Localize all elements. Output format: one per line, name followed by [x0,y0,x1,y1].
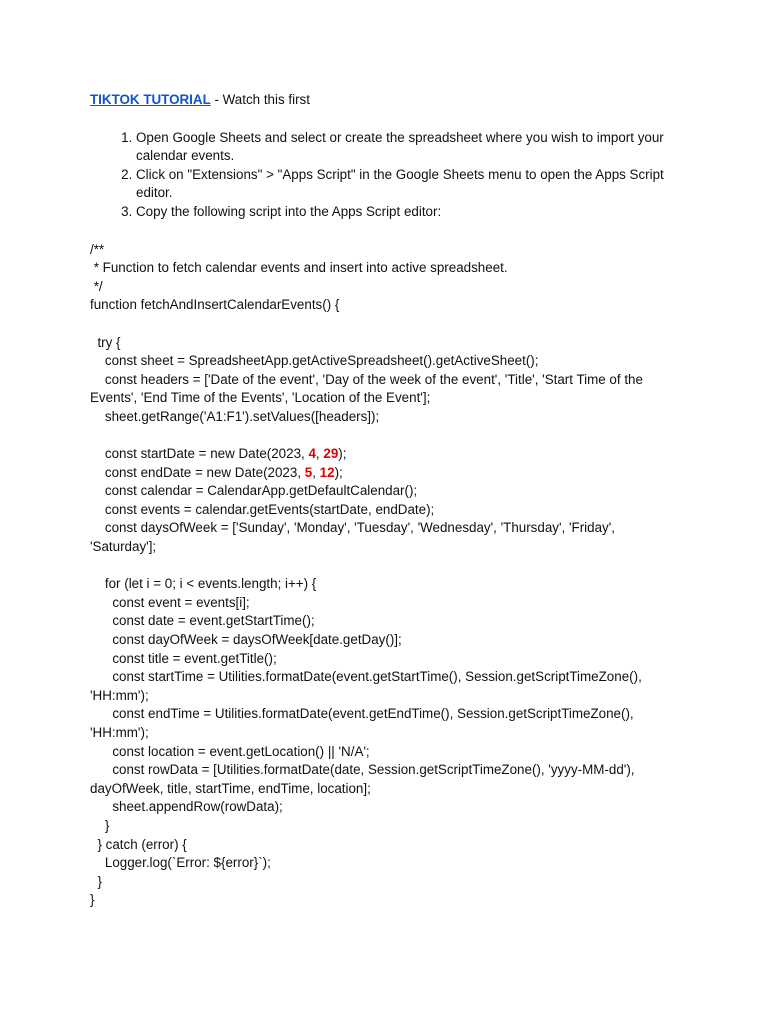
blank-line [90,427,675,446]
step-item: 2. Click on "Extensions" > "Apps Script" in the Google Sheets menu to open the Apps Script editor. [136,166,675,203]
code-line: for (let i = 0; i < events.length; i++) { [90,576,317,592]
code-line: try { [90,334,121,350]
step-item: 3. Copy the following script into the Apps Script editor: [136,203,675,222]
code-line: sheet.appendRow(rowData); [90,799,283,815]
code-line: } [90,892,95,908]
code-line: } catch (error) { [90,836,187,852]
code-line: const location = event.getLocation() || 'N/A'; [90,743,370,759]
start-day-value: 29 [323,446,339,462]
code-line: const daysOfWeek = ['Sunday', 'Monday', 'Tuesday', 'Wednesday', 'Thursday', 'Friday', [90,520,616,536]
code-line: function fetchAndInsertCalendarEvents() { [90,297,340,313]
code-text: ); [334,464,343,480]
code-line: sheet.getRange('A1:F1').setValues([headers]); [90,408,380,424]
code-line: 'HH:mm'); [90,687,149,703]
code-line: const events = calendar.getEvents(startDate, endDate); [90,501,435,517]
end-month-value: 5 [304,464,313,480]
code-text: const startDate = new Date(2023, [90,446,309,462]
end-date-line [90,464,675,483]
code-line: const calendar = CalendarApp.getDefaultCalendar(); [90,483,418,499]
document-page [90,91,675,910]
step-item: 1. Open Google Sheets and select or create the spreadsheet where you wish to import your calendar events. [136,129,675,166]
code-text: const endDate = new Date(2023, [90,464,305,480]
instruction-steps [90,129,675,222]
code-line: const startTime = Utilities.formatDate(event.getStartTime(), Session.getScriptTimeZone(), [90,669,642,685]
code-line: const dayOfWeek = daysOfWeek[date.getDay()]; [90,632,402,648]
code-line: const endTime = Utilities.formatDate(event.getEndTime(), Session.getScriptTimeZone(), [90,706,634,722]
code-line: const date = event.getStartTime(); [90,613,315,629]
code-text: , [315,446,324,462]
code-line: } [90,817,110,833]
code-line: */ [90,278,103,294]
code-line: 'HH:mm'); [90,725,149,740]
code-line: /** [90,241,105,257]
intro-line [90,91,675,110]
code-line: const headers = ['Date of the event', 'Day of the week of the event', 'Title', 'Start Time of the [90,371,643,387]
code-line: const title = event.getTitle(); [90,650,277,666]
code-text: , [312,464,320,480]
code-line: } [90,873,102,889]
start-month-value: 4 [308,446,316,462]
code-line: dayOfWeek, title, startTime, endTime, location]; [90,780,371,796]
code-text: ); [338,446,347,462]
code-line: * Function to fetch calendar events and insert into active spreadsheet. [90,260,508,276]
code-line: const rowData = [Utilities.formatDate(date, Session.getScriptTimeZone(), 'yyyy-MM-dd'), [90,762,635,778]
code-line: Logger.log(`Error: ${error}`); [90,855,271,871]
intro-suffix: - Watch this first [210,92,310,107]
code-line: 'Saturday']; [90,539,157,555]
code-line: Events', 'End Time of the Events', 'Location of the Event']; [90,390,431,406]
script-code-block [90,241,675,910]
start-date-line [90,445,675,464]
blank-line [90,315,675,334]
blank-line [90,557,675,576]
code-line: const event = events[i]; [90,594,250,610]
tiktok-tutorial-link[interactable]: TIKTOK TUTORIAL [90,92,211,107]
end-day-value: 12 [319,464,335,480]
code-line: const sheet = SpreadsheetApp.getActiveSpreadsheet().getActiveSheet(); [90,353,539,369]
